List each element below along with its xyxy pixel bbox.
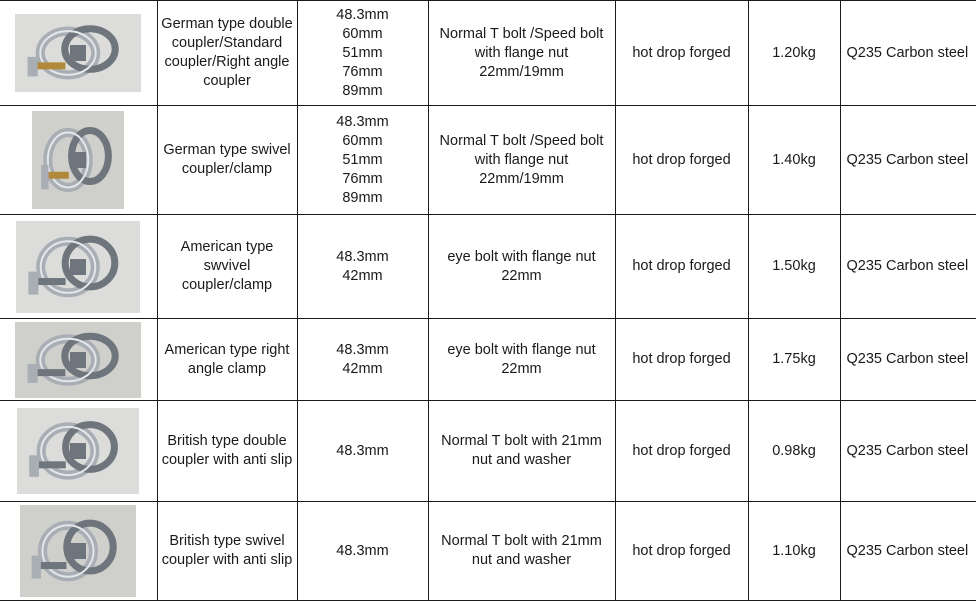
tube-size-line: 51mm <box>342 151 383 168</box>
product-name-line: American type <box>180 239 274 255</box>
material: Q235 Carbon steel <box>840 215 976 319</box>
product-name <box>157 1 297 106</box>
product-name-line: coupler/Standard <box>171 35 283 51</box>
bolt-spec-line: with flange nut <box>474 44 569 61</box>
product-name-line: coupler with anti slip <box>161 452 293 468</box>
table-row <box>0 215 976 319</box>
american-swivel-coupler-photo <box>16 221 140 313</box>
process: hot drop forged <box>615 401 748 502</box>
product-photo-cell <box>0 502 157 601</box>
weight: 1.10kg <box>748 502 840 601</box>
product-name <box>157 401 297 502</box>
german-swivel-coupler-photo <box>32 111 124 209</box>
product-name-line: swvivel <box>203 258 251 274</box>
bolt-spec-line: eye bolt with flange nut <box>447 248 596 265</box>
bolt-spec <box>428 319 615 401</box>
bolt-spec <box>428 502 615 601</box>
tube-size-line: 48.3mm <box>336 113 389 130</box>
table-row <box>0 1 976 106</box>
material: Q235 Carbon steel <box>840 502 976 601</box>
tube-size-line: 89mm <box>342 82 383 99</box>
weight: 1.50kg <box>748 215 840 319</box>
table-row <box>0 401 976 502</box>
product-name-line: German type swivel <box>163 142 291 158</box>
tube-size-line: 76mm <box>342 63 383 80</box>
product-name <box>157 106 297 215</box>
tube-size <box>297 401 428 502</box>
bolt-spec-line: nut and washer <box>471 452 572 468</box>
bolt-spec-line: Normal T bolt /Speed bolt <box>439 25 604 42</box>
material: Q235 Carbon steel <box>840 106 976 215</box>
product-photo-cell <box>0 401 157 502</box>
tube-size <box>297 215 428 319</box>
bolt-spec-line: 22mm <box>501 360 542 377</box>
weight: 1.20kg <box>748 1 840 106</box>
process: hot drop forged <box>615 502 748 601</box>
bolt-spec <box>428 106 615 215</box>
bolt-spec-line: 22mm <box>501 267 542 284</box>
bolt-spec <box>428 1 615 106</box>
tube-size-line: 48.3mm <box>336 442 389 459</box>
tube-size-line: 42mm <box>342 360 383 377</box>
weight: 0.98kg <box>748 401 840 502</box>
tube-size <box>297 106 428 215</box>
bolt-spec <box>428 401 615 502</box>
weight: 1.40kg <box>748 106 840 215</box>
material: Q235 Carbon steel <box>840 401 976 502</box>
product-name-line: British type double <box>167 433 287 449</box>
process: hot drop forged <box>615 319 748 401</box>
bolt-spec-line: Normal T bolt with 21mm <box>441 533 602 549</box>
british-double-coupler-photo <box>17 408 139 494</box>
tube-size <box>297 1 428 106</box>
american-right-angle-clamp-photo <box>15 322 141 398</box>
table-row <box>0 502 976 601</box>
bolt-spec <box>428 215 615 319</box>
tube-size <box>297 319 428 401</box>
tube-size-line: 51mm <box>342 44 383 61</box>
tube-size-line: 48.3mm <box>336 6 389 23</box>
bolt-spec-line: 22mm/19mm <box>479 170 564 187</box>
product-name <box>157 502 297 601</box>
weight: 1.75kg <box>748 319 840 401</box>
german-double-coupler-photo <box>15 14 141 92</box>
product-name <box>157 215 297 319</box>
product-name-line: coupler/Right angle <box>164 54 290 70</box>
product-name-line: angle clamp <box>187 360 267 377</box>
product-name <box>157 319 297 401</box>
tube-size-line: 76mm <box>342 170 383 187</box>
tube-size <box>297 502 428 601</box>
product-photo-cell <box>0 106 157 215</box>
process: hot drop forged <box>615 106 748 215</box>
process: hot drop forged <box>615 1 748 106</box>
product-photo-cell <box>0 1 157 106</box>
process: hot drop forged <box>615 215 748 319</box>
product-name-line: German type double <box>161 16 293 32</box>
product-name-line: coupler/clamp <box>181 277 273 293</box>
tube-size-line: 48.3mm <box>336 542 389 559</box>
product-photo-cell <box>0 319 157 401</box>
table-row <box>0 319 976 401</box>
bolt-spec-line: nut and washer <box>471 552 572 568</box>
bolt-spec-line: with flange nut <box>474 151 569 168</box>
material: Q235 Carbon steel <box>840 1 976 106</box>
bolt-spec-line: Normal T bolt /Speed bolt <box>439 132 604 149</box>
bolt-spec-line: 22mm/19mm <box>479 63 564 80</box>
tube-size-line: 89mm <box>342 189 383 206</box>
tube-size-line: 42mm <box>342 267 383 284</box>
product-name-line: American type right <box>164 341 290 358</box>
table-row <box>0 106 976 215</box>
tube-size-line: 60mm <box>342 25 383 42</box>
product-photo-cell <box>0 215 157 319</box>
tube-size-line: 48.3mm <box>336 248 389 265</box>
bolt-spec-line: eye bolt with flange nut <box>447 341 596 358</box>
product-name-line: coupler <box>203 73 251 89</box>
bolt-spec-line: Normal T bolt with 21mm <box>441 433 602 449</box>
material: Q235 Carbon steel <box>840 319 976 401</box>
product-name-line: coupler/clamp <box>181 161 273 177</box>
tube-size-line: 60mm <box>342 132 383 149</box>
tube-size-line: 48.3mm <box>336 341 389 358</box>
british-swivel-coupler-photo <box>20 505 136 597</box>
product-name-line: coupler with anti slip <box>161 552 293 568</box>
product-name-line: British type swivel <box>169 533 285 549</box>
